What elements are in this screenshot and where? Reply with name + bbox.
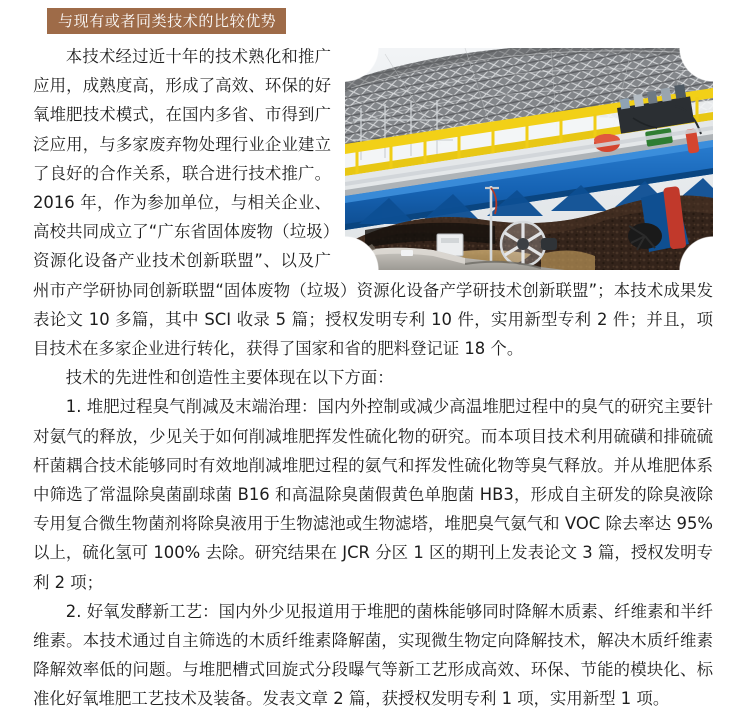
section-banner-row bbox=[0, 8, 750, 34]
paragraph-item-2-aerobic-fermentation: 2. 好氧发酵新工艺：国内外少见报道用于堆肥的菌株能够同时降解木质素、纤维素和半纤维素。本技术通过自主筛选的木质纤维素降解菌，实现微生物定向降解技术，解决木质纤维素降解效率低的问题。与堆肥槽式回旋式分段曝气等新工艺形成高效、环保、节能的模块化、标准化好氧堆肥工艺技术及装备。发表文章 2 篇，获授权发明专利 1 项，实用新型 1 项。 bbox=[33, 601, 713, 709]
paragraph-overview: 本技术经过近十年的技术熟化和推广应用，成熟度高，形成了高效、环保的好氧堆肥技术模式，在国内多省、市得到广泛应用，与多家废弃物处理行业企业建立了良好的合作关系，联合进行技术推广。2016 年，作为参加单位，与相关企业、高校共同成立了“广东省固体废物（垃圾）资源化设备产业技术创新联盟”、以及广州市产学研协同创新联盟“固体废物（垃圾）资源化设备产学研技术创新联盟”；本技术成果发表论文 10 多篇，其中 SCI 收录 5 篇；授权发明专利 10 件，实用新型专利 2 件；并且，项目技术在多家企业进行转化，获得了国家和省的肥料登记证 18 个。 bbox=[33, 47, 713, 359]
composting-facility-photo bbox=[345, 48, 713, 270]
paragraph-aspects-lead: 技术的先进性和创造性主要体现在以下方面： bbox=[65, 368, 394, 388]
photo-artwork bbox=[345, 48, 713, 270]
paragraph-item-1-odor-reduction: 1. 堆肥过程臭气削减及末端治理：国内外控制或减少高温堆肥过程中的臭气的研究主要针对氨气的释放，少见关于如何削减堆肥挥发性硫化物的研究。而本项目技术利用硫磺和排硫硫杆菌耦合技术能够同时有效地削减堆肥过程的氨气和挥发性硫化物等臭气释放。并从堆肥体系中筛选了常温除臭菌副球菌 B16 和高温除臭菌假黄色单胞菌 HB3，形成自主研发的除臭液除专用复合微生物菌剂将除臭液用于生物滤池或生物滤塔，堆肥臭气氨气和 VOC 除去率达 95% 以上，硫化氢可 100% 去除。研究结果在 JCR 分区 1 区的期刊上发表论文 3 篇，授权发明专利 2 项； bbox=[33, 397, 713, 592]
section-banner-title: 与现有或者同类技术的比较优势 bbox=[47, 8, 286, 34]
photo-float-wrapper bbox=[345, 48, 713, 270]
document-body bbox=[33, 42, 713, 714]
